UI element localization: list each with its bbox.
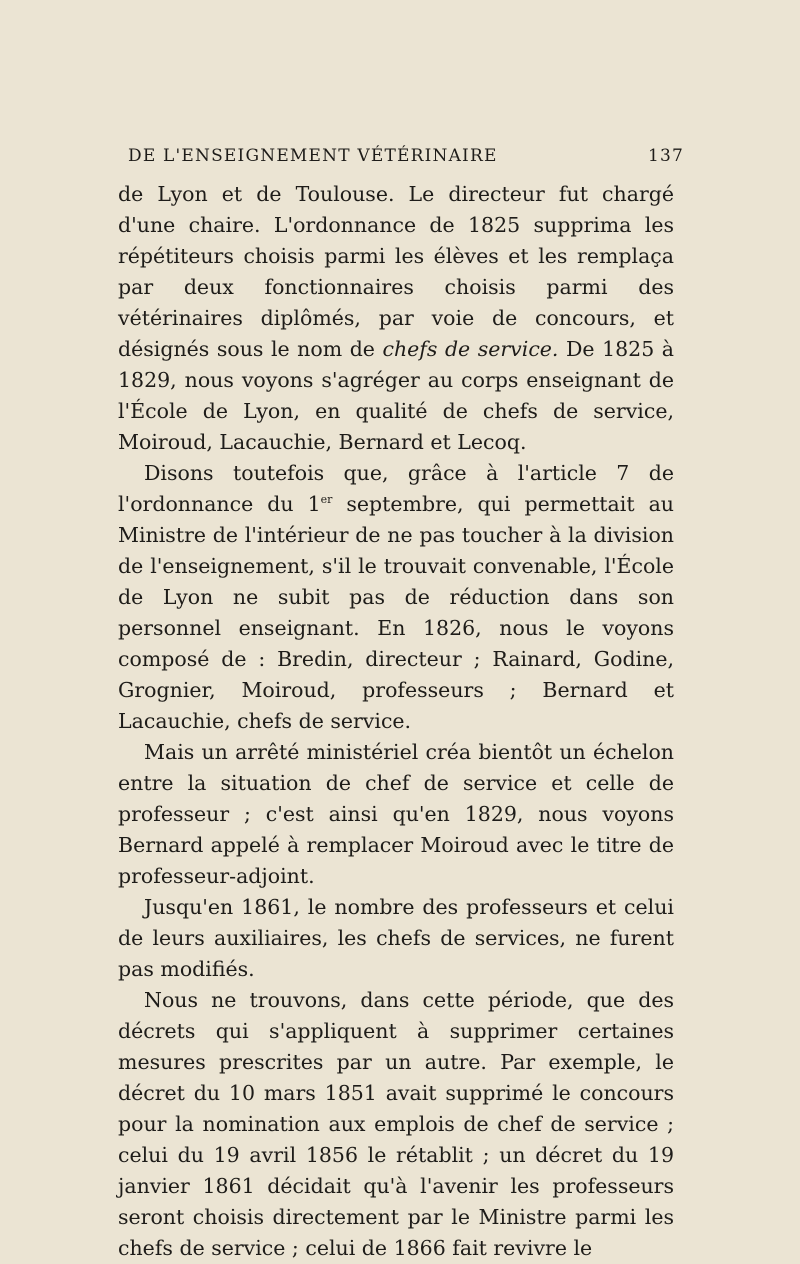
ordinal-superscript: er xyxy=(320,493,333,507)
paragraph-continuation xyxy=(118,179,674,458)
emphasis-chefs-de-service: chefs de service. xyxy=(382,337,559,361)
page-number: 137 xyxy=(647,146,684,166)
paragraph: Jusqu'en 1861, le nombre des professeurs et celui de leurs auxiliaires, les chefs de services, ne furent pas modifiés. xyxy=(118,895,674,981)
body-text xyxy=(118,179,674,1264)
running-title: DE L'ENSEIGNEMENT VÉTÉRINAIRE xyxy=(128,146,498,166)
paragraph-text: de Lyon et de Toulouse. Le directeur fut chargé d'une chaire. L'ordonnance de 1825 supprima les répétiteurs choisis parmi les élèves et les remplaça par deux fonctionnaires choisis parmi des vétérinaires diplômés, par voie de concours, et désignés sous le nom de xyxy=(118,182,674,361)
running-header xyxy=(110,146,684,174)
paragraph-text: Disons toutefois que, grâce à l'article 7 de l'ordonnance du 1 xyxy=(118,461,674,516)
paragraph: Nous ne trouvons, dans cette période, que des décrets qui s'appliquent à supprimer certaines mesures prescrites par un autre. Par exemple, le décret du 10 mars 1851 avait supprimé le concours pour la nomination aux emplois de chef de service ; celui du 19 avril 1856 le rétablit ; un décret du 19 janvier 1861 décidait qu'à l'avenir les professeurs seront choisis directement par le Ministre parmi les chefs de service ; celui de 1866 fait revivre le xyxy=(118,988,674,1260)
paragraph xyxy=(118,458,674,737)
paragraph: Mais un arrêté ministériel créa bientôt un échelon entre la situation de chef de service et celle de professeur ; c'est ainsi qu'en 1829, nous voyons Bernard appelé à remplacer Moiroud avec le titre de professeur-adjoint. xyxy=(118,740,674,888)
paragraph-text: De 1825 à 1829, nous voyons s'agréger au corps enseignant de l'École de Lyon, en qualité de chefs de service, Moiroud, Lacauchie, Bernard et Lecoq. xyxy=(118,337,675,454)
paragraph-text: septembre, qui permettait au Ministre de l'intérieur de ne pas toucher à la division de l'enseignement, s'il le trouvait convenable, l'École de Lyon ne subit pas de réduction dans son personnel enseignant. En 1826, nous le voyons composé de : Bredin, directeur ; Rainard, Godine, Grognier, Moiroud, professeurs ; Bernard et Lacauchie, chefs de service. xyxy=(118,492,674,733)
